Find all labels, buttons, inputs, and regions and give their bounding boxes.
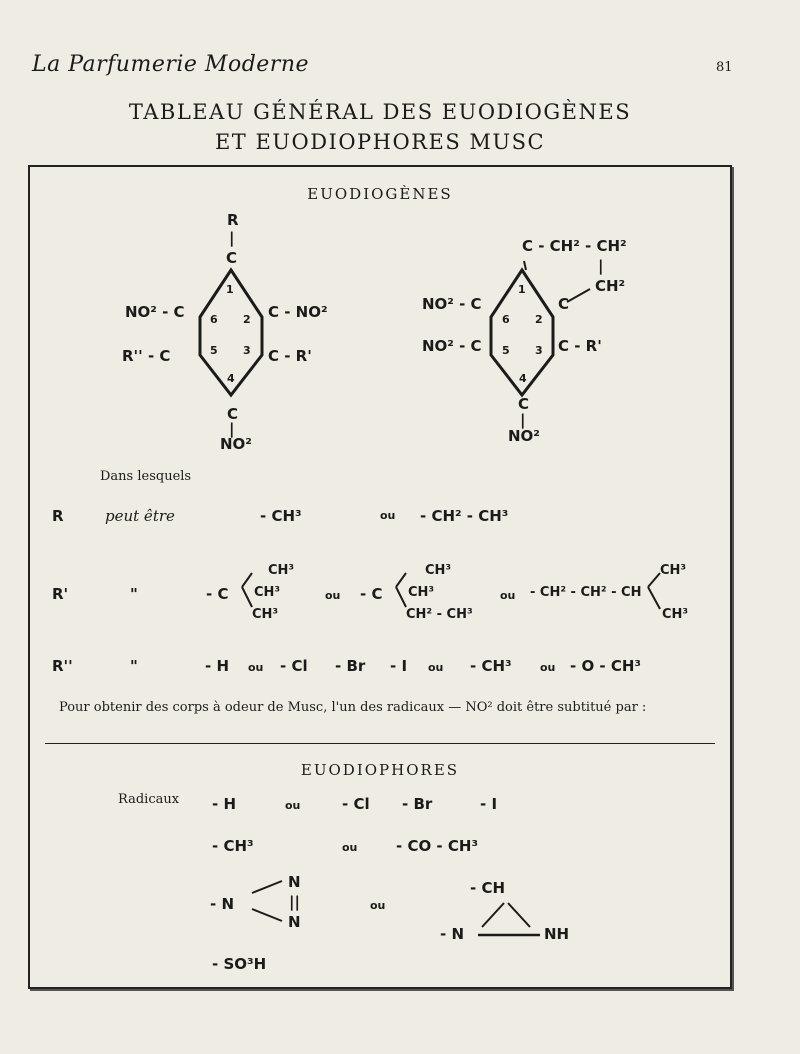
struct-left-c-bottom: C: [227, 405, 239, 423]
struct-left-r: R: [227, 211, 239, 229]
r-opt1: - CH³: [260, 507, 302, 525]
euodiogenes-heading: EUODIOGÈNES: [307, 185, 453, 203]
struct-left-c-top: C: [226, 249, 238, 267]
ring-num: 5: [502, 344, 510, 357]
struct-left-bond: |: [229, 229, 235, 247]
ring-num: 4: [227, 372, 235, 385]
r1-ou2: ou: [500, 589, 516, 602]
rad-row3-double: ||: [289, 893, 300, 911]
dans-lesquels: Dans lesquels: [100, 469, 192, 484]
struct-left-bond-bottom: |: [229, 420, 235, 438]
ring-num: 1: [518, 283, 526, 296]
r1-opt2-mid: CH³: [408, 585, 435, 600]
rad-row3-n-bottom: N: [288, 913, 301, 931]
r1-opt1-mid: CH³: [254, 585, 281, 600]
r1-ditto: ": [130, 585, 138, 603]
r1-opt3: - CH² - CH² - CH: [530, 585, 642, 600]
struct-left-no2-right: C - NO²: [268, 303, 328, 321]
ring-num: 4: [519, 372, 527, 385]
ring-num: 3: [535, 344, 543, 357]
page-number: 81: [716, 60, 733, 75]
r1-opt3-bottom: CH³: [662, 607, 689, 622]
r2-item: - CH³: [470, 657, 512, 675]
struct-left-no2-left: NO² - C: [125, 303, 185, 321]
table-frame: [28, 165, 732, 989]
page-title-line1: TABLEAU GÉNÉRAL DES EUODIOGÈNES: [128, 100, 632, 124]
journal-title: La Parfumerie Moderne: [32, 52, 310, 77]
rad-row1-item: - Cl: [342, 795, 370, 813]
page-title-line2: ET EUODIOPHORES MUSC: [214, 130, 546, 154]
struct-right-bond-vert: |: [598, 257, 604, 275]
r1-opt2-c: - C: [360, 585, 383, 603]
r2-ou: ou: [248, 661, 264, 674]
rad-row2-item: - CO - CH³: [396, 837, 479, 855]
rad-row3-ou: ou: [370, 899, 386, 912]
r1-opt3-top: CH³: [660, 563, 687, 578]
rad-row3-n: - N: [210, 895, 235, 913]
r-opt2: - CH² - CH³: [420, 507, 509, 525]
rad-row1-ou: ou: [285, 799, 301, 812]
struct-left-no2-bottom: NO²: [220, 435, 252, 453]
r2-item: - H: [205, 657, 230, 675]
euodiophores-heading: EUODIOPHORES: [300, 761, 460, 779]
r1-opt2-top: CH³: [425, 563, 452, 578]
ring-num: 3: [243, 344, 251, 357]
struct-right-chain-top: C - CH² - CH²: [522, 237, 627, 255]
struct-right-chain-side: CH²: [595, 277, 626, 295]
struct-right-no2-2: NO² - C: [422, 337, 482, 355]
struct-left-r1: C - R': [268, 347, 312, 365]
rad-row3-n-top: N: [288, 873, 301, 891]
ring-num: 2: [535, 313, 543, 326]
r2-label: R'': [52, 657, 73, 675]
rad-row3-nh: NH: [544, 925, 570, 943]
rad-row1-item: - H: [212, 795, 237, 813]
rad-row2-item: - CH³: [212, 837, 254, 855]
r2-ditto: ": [130, 657, 138, 675]
r-label: R: [52, 507, 64, 525]
struct-right-c: C: [558, 295, 570, 313]
ring-num: 2: [243, 313, 251, 326]
ring-num: 6: [502, 313, 510, 326]
ring-num: 6: [210, 313, 218, 326]
r1-opt2-bottom: CH² - CH³: [406, 607, 473, 622]
ring-num: 5: [210, 344, 218, 357]
rad-row3-ch: - CH: [470, 879, 506, 897]
rad-row4: - SO³H: [212, 955, 267, 973]
r2-item: - Br: [335, 657, 366, 675]
r1-opt1-bottom: CH³: [252, 607, 279, 622]
r1-opt1-top: CH³: [268, 563, 295, 578]
rad-row1-item: - Br: [402, 795, 433, 813]
r1-ou1: ou: [325, 589, 341, 602]
ring-num: 1: [226, 283, 234, 296]
rad-row2-ou: ou: [342, 841, 358, 854]
r1-label: R': [52, 585, 69, 603]
struct-left-r2: R'' - C: [122, 347, 171, 365]
struct-right-c-bottom: C: [518, 395, 530, 413]
r2-item: - O - CH³: [570, 657, 642, 675]
rad-row3-n2: - N: [440, 925, 465, 943]
substitution-paragraph: Pour obtenir des corps à odeur de Musc, l'un des radicaux — NO² doit être subtitué par :: [59, 700, 647, 715]
r-text: peut être: [105, 507, 175, 525]
r2-ou: ou: [428, 661, 444, 674]
rad-row1-item: - I: [480, 795, 498, 813]
struct-right-r1: C - R': [558, 337, 602, 355]
r2-item: - Cl: [280, 657, 308, 675]
radicaux-label: Radicaux: [118, 792, 180, 807]
struct-right-no2-bottom: NO²: [508, 427, 540, 445]
struct-right-bond-bottom: |: [520, 411, 526, 429]
r-ou: ou: [380, 509, 396, 522]
r2-item: - I: [390, 657, 408, 675]
rad-row3-bonds: [30, 167, 730, 987]
r1-opt1-c: - C: [206, 585, 229, 603]
struct-right-no2-1: NO² - C: [422, 295, 482, 313]
r2-ou: ou: [540, 661, 556, 674]
